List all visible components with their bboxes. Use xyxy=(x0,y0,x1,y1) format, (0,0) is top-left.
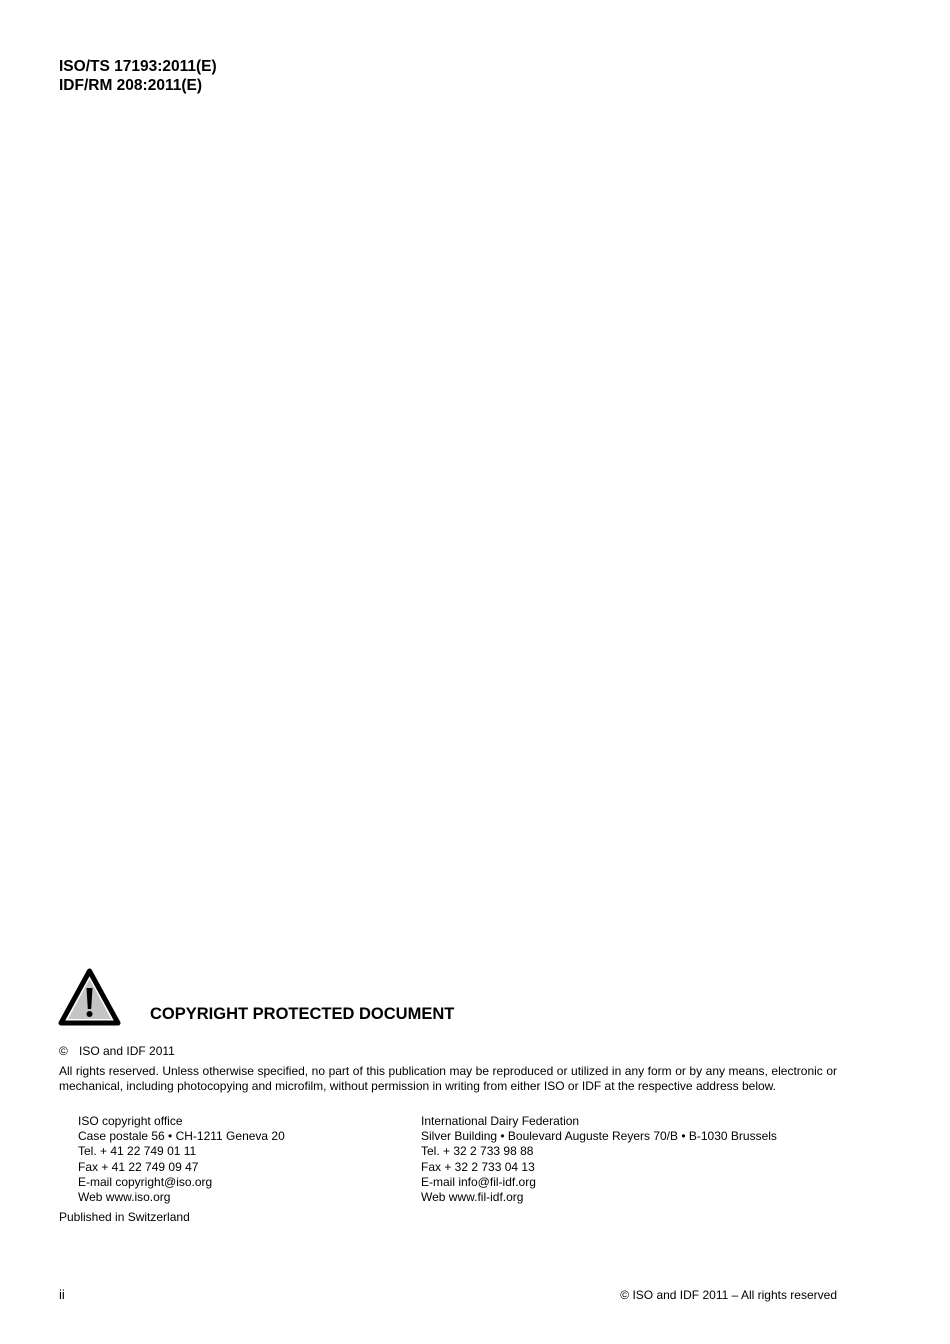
page-number: ii xyxy=(59,1287,65,1302)
idf-address-email: E-mail info@fil-idf.org xyxy=(421,1174,536,1189)
copyright-owner: ISO and IDF 2011 xyxy=(79,1044,175,1058)
copyright-line xyxy=(59,1044,175,1058)
idf-address-web: Web www.fil-idf.org xyxy=(421,1190,524,1205)
footer-copyright: © ISO and IDF 2011 – All rights reserved xyxy=(620,1288,837,1302)
idf-address-street: Silver Building • Boulevard Auguste Reyers 70/B • B-1030 Brussels xyxy=(421,1129,777,1144)
warning-triangle-icon xyxy=(58,968,121,1026)
iso-address-block xyxy=(78,1114,285,1205)
idf-address-block xyxy=(421,1114,777,1205)
iso-address-web: Web www.iso.org xyxy=(78,1190,171,1205)
iso-address-name: ISO copyright office xyxy=(78,1114,183,1128)
copyright-symbol: © xyxy=(59,1044,68,1058)
document-identifier xyxy=(59,57,217,95)
copyright-heading: COPYRIGHT PROTECTED DOCUMENT xyxy=(150,1005,455,1023)
iso-address-tel: Tel. + 41 22 749 01 11 xyxy=(78,1144,197,1159)
iso-address-street: Case postale 56 • CH-1211 Geneva 20 xyxy=(78,1129,285,1144)
rights-paragraph: All rights reserved. Unless otherwise specified, no part of this publication may be reproduced or utilized in any form or by any means, electronic or mechanical, including photocopying and microfilm, without permission in writing from either ISO or IDF at the respective address below. xyxy=(59,1064,837,1094)
published-location: Published in Switzerland xyxy=(59,1210,190,1224)
idf-reference: IDF/RM 208:2011(E) xyxy=(59,77,202,94)
idf-address-name: International Dairy Federation xyxy=(421,1114,580,1128)
iso-address-fax: Fax + 41 22 749 09 47 xyxy=(78,1159,199,1174)
idf-address-tel: Tel. + 32 2 733 98 88 xyxy=(421,1144,534,1159)
idf-address-fax: Fax + 32 2 733 04 13 xyxy=(421,1159,535,1174)
iso-address-email: E-mail copyright@iso.org xyxy=(78,1174,213,1189)
iso-reference: ISO/TS 17193:2011(E) xyxy=(59,58,217,75)
